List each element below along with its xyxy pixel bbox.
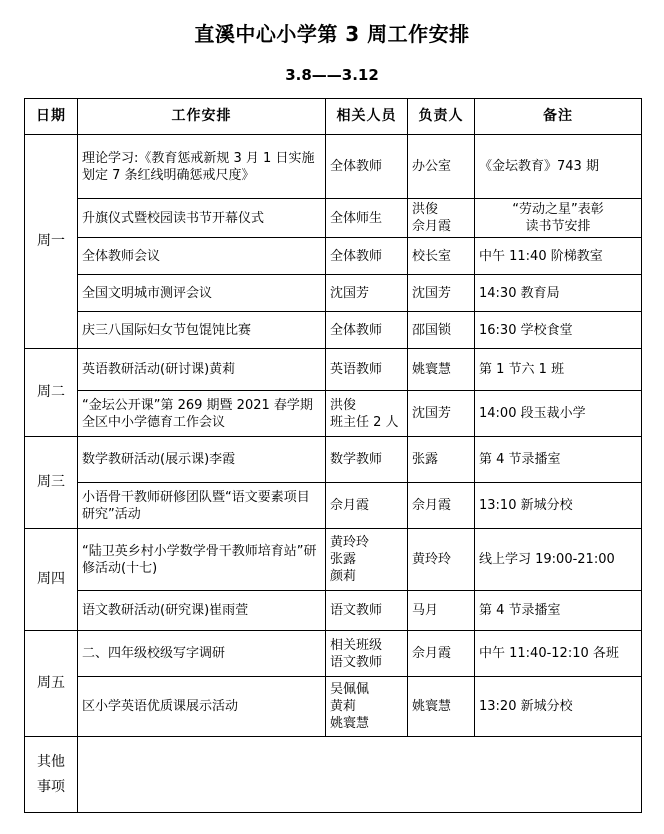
lead-cell: 黄玲玲 [408, 529, 475, 591]
people-cell [326, 437, 408, 483]
note-cell [475, 529, 642, 591]
lead-cell: 佘月霞 [408, 631, 475, 677]
task-cell: 升旗仪式暨校园读书节开幕仪式 [78, 199, 326, 238]
header-task: 工作安排 [78, 99, 326, 135]
people-cell [326, 677, 408, 737]
table-row [25, 437, 642, 483]
note-line: 13:20 新城分校 [479, 699, 573, 714]
people-cell [326, 631, 408, 677]
note-cell [475, 677, 642, 737]
person: 班主任 2 人 [330, 414, 399, 430]
person: 英语教师 [330, 362, 383, 377]
task-cell: 理论学习:《教育惩戒新规 3 月 1 日实施划定 7 条红线明确惩戒尺度》 [78, 135, 326, 199]
day-label-fri: 周五 [25, 631, 78, 737]
people-cell [326, 391, 408, 437]
note-cell [475, 349, 642, 391]
note-line: 《金坛教育》743 期 [479, 159, 599, 174]
lead-cell: 邵国锁 [408, 312, 475, 349]
note-cell [475, 391, 642, 437]
person: 语文教师 [330, 603, 383, 618]
note-cell [475, 199, 642, 238]
task-cell: 数学教研活动(展示课)李霞 [78, 437, 326, 483]
lead-cell: 张露 [408, 437, 475, 483]
person: 吴佩佩 [330, 682, 370, 697]
day-label-tue: 周二 [25, 349, 78, 437]
table-row [25, 677, 642, 737]
note-line: 第 4 节录播室 [479, 603, 561, 618]
people-cell [326, 483, 408, 529]
person: 全体教师 [330, 159, 383, 174]
note-cell [475, 135, 642, 199]
task-cell: 英语教研活动(研讨课)黄莉 [78, 349, 326, 391]
people-cell [326, 312, 408, 349]
person: 全体师生 [330, 210, 383, 226]
table-row [25, 349, 642, 391]
header-row [25, 99, 642, 135]
person: 黄莉 [330, 699, 357, 714]
person: 张露 [330, 552, 357, 567]
note-cell [475, 238, 642, 275]
task-cell: “陆卫英乡村小学数学骨干教师培育站”研修活动(十七) [78, 529, 326, 591]
note-line: 14:00 段玉裁小学 [479, 406, 586, 421]
lead-cell: 办公室 [408, 135, 475, 199]
note-cell [475, 591, 642, 631]
schedule-table [24, 98, 642, 813]
people-cell [326, 238, 408, 275]
lead-cell: 沈国芳 [408, 275, 475, 312]
task-cell: 全体教师会议 [78, 238, 326, 275]
person: 语文教师 [330, 654, 383, 670]
header-note: 备注 [475, 99, 642, 135]
table-row [25, 312, 642, 349]
person: 相关班级 [330, 637, 383, 653]
note-cell [475, 312, 642, 349]
task-cell: 区小学英语优质课展示活动 [78, 677, 326, 737]
page-title: 直溪中心小学第 3 周工作安排 [194, 22, 470, 46]
table-row [25, 238, 642, 275]
day-label-wed: 周三 [25, 437, 78, 529]
person: 沈国芳 [330, 285, 370, 301]
header-lead: 负责人 [408, 99, 475, 135]
table-row [25, 199, 642, 238]
person: 全体教师 [330, 248, 383, 264]
person: 洪俊 [330, 397, 357, 413]
lead-cell: 马月 [408, 591, 475, 631]
table-row [25, 631, 642, 677]
note-line: 读书节安排 [525, 219, 591, 234]
lead-cell: 姚寰慧 [408, 349, 475, 391]
other-label-line: 其他 [37, 753, 65, 770]
note-line: 线上学习 19:00-21:00 [479, 552, 615, 567]
other-content [78, 737, 642, 813]
lead-cell: 佘月霞 [408, 483, 475, 529]
people-cell [326, 529, 408, 591]
table-row [25, 529, 642, 591]
people-cell [326, 349, 408, 391]
note-line: 中午 11:40-12:10 各班 [479, 646, 619, 661]
task-cell: 小语骨干教师研修团队暨“语文要素项目研究”活动 [78, 483, 326, 529]
note-line: 14:30 教育局 [479, 285, 560, 301]
table-row-other [25, 737, 642, 813]
note-cell [475, 483, 642, 529]
task-cell: 语文教研活动(研究课)崔雨萱 [78, 591, 326, 631]
day-label-mon: 周一 [25, 135, 78, 349]
task-cell: 二、四年级校级写字调研 [78, 631, 326, 677]
people-cell [326, 275, 408, 312]
note-line: 第 4 节录播室 [479, 452, 561, 467]
note-line: 13:10 新城分校 [479, 498, 573, 513]
task-cell: 全国文明城市测评会议 [78, 275, 326, 312]
table-row [25, 135, 642, 199]
person: 姚寰慧 [330, 716, 370, 731]
table-row [25, 391, 642, 437]
header-date: 日期 [25, 99, 78, 135]
lead-cell: 沈国芳 [408, 391, 475, 437]
person: 全体教师 [330, 322, 383, 338]
note-line: 中午 11:40 阶梯教室 [479, 248, 603, 264]
note-line: 16:30 学校食堂 [479, 322, 573, 338]
people-cell [326, 591, 408, 631]
task-cell: “金坛公开课”第 269 期暨 2021 春学期全区中小学德育工作会议 [78, 391, 326, 437]
other-label-line: 事项 [37, 778, 65, 795]
note-cell [475, 631, 642, 677]
people-cell [326, 199, 408, 238]
date-range: 3.8——3.12 [285, 66, 379, 84]
person: 数学教师 [330, 452, 383, 467]
task-cell: 庆三八国际妇女节包馄饨比赛 [78, 312, 326, 349]
table-row [25, 591, 642, 631]
people-cell [326, 135, 408, 199]
lead-cell: 洪俊 佘月霞 [408, 199, 475, 238]
day-label-other [25, 737, 78, 813]
person: 黄玲玲 [330, 535, 370, 550]
lead-cell: 校长室 [408, 238, 475, 275]
lead-cell: 姚寰慧 [408, 677, 475, 737]
day-label-thu: 周四 [25, 529, 78, 631]
person: 颜莉 [330, 569, 357, 584]
person: 佘月霞 [330, 498, 370, 513]
note-cell [475, 275, 642, 312]
note-cell [475, 437, 642, 483]
note-line: “劳动之星”表彰 [512, 202, 604, 217]
note-line: 第 1 节六 1 班 [479, 362, 565, 377]
table-row [25, 275, 642, 312]
table-row [25, 483, 642, 529]
header-people: 相关人员 [326, 99, 408, 135]
